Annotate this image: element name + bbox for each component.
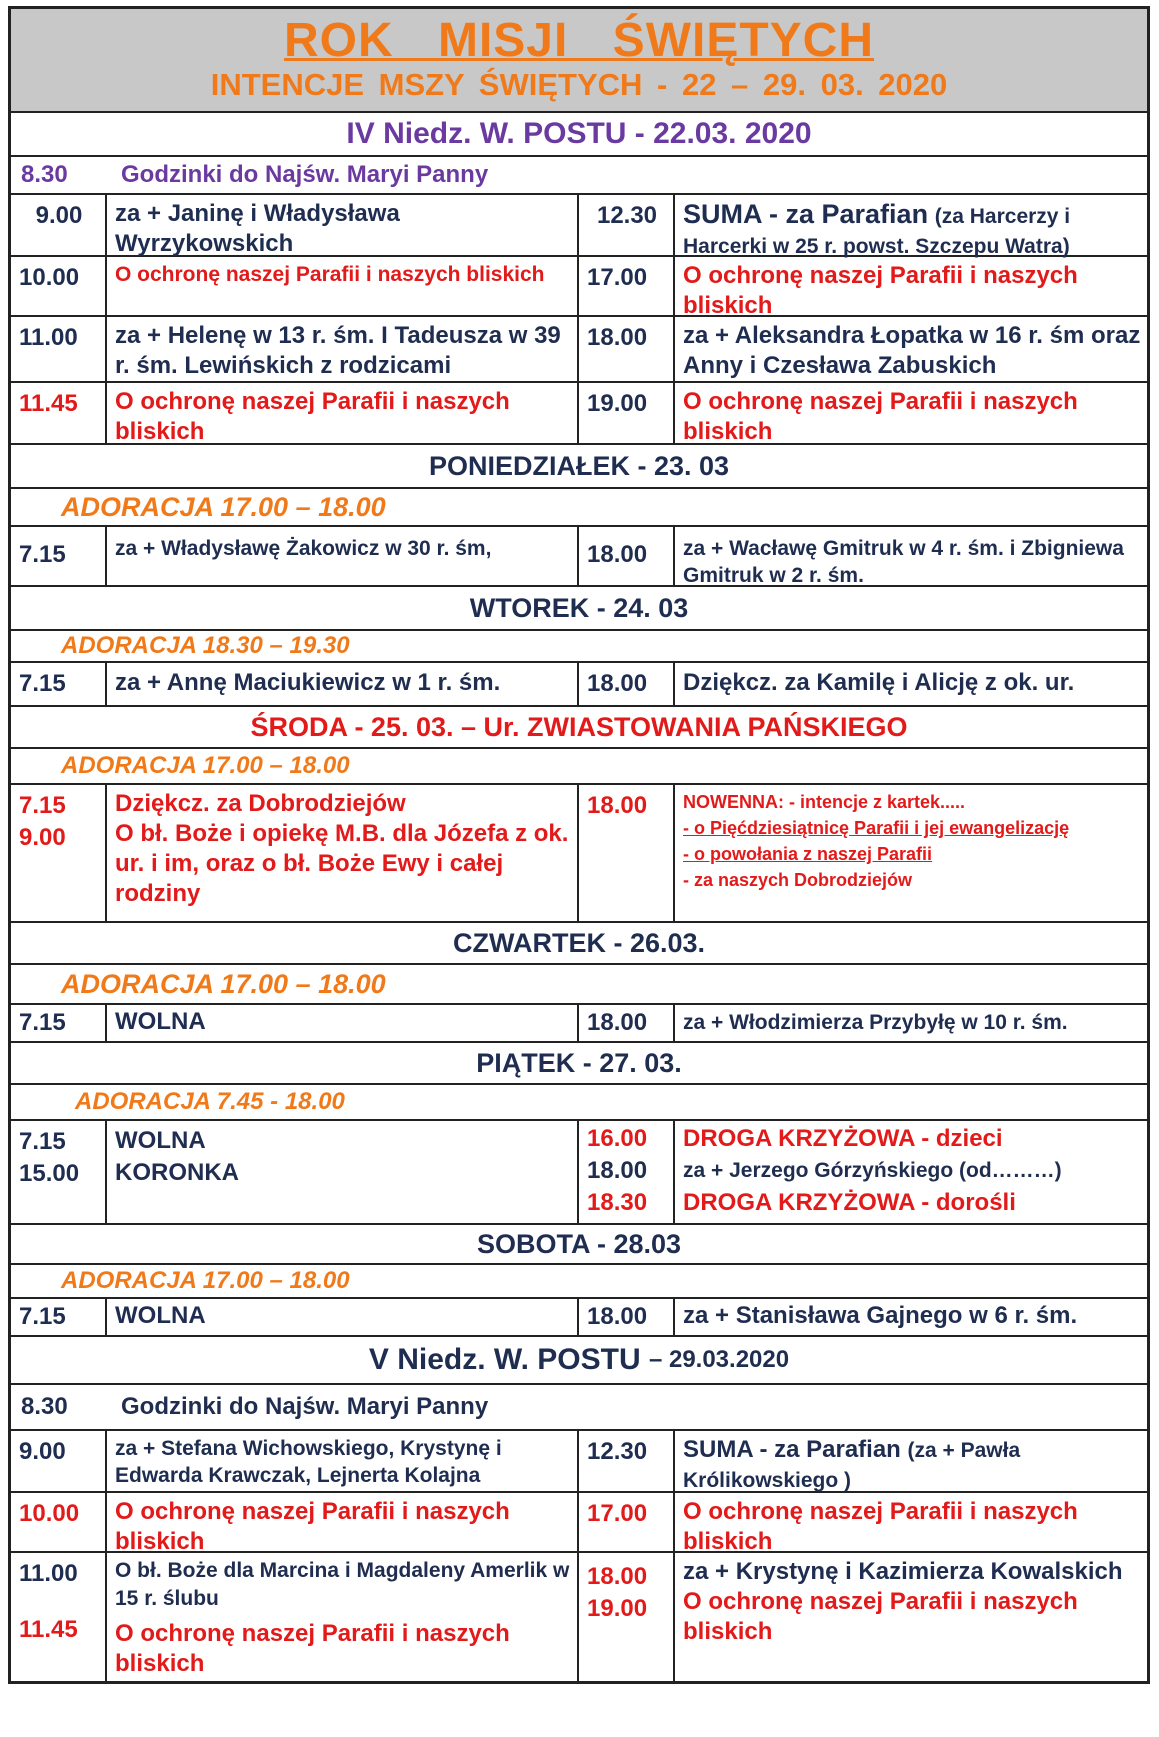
mass-row xyxy=(11,195,1147,257)
mass-intention: O bł. Boże i opiekę M.B. dla Józefa z ok. ur. i im, oraz o bł. Boże Ewy i całej rodziny xyxy=(115,820,569,907)
nowenna-list xyxy=(675,785,1147,921)
day-title-sunday-1: IV Niedz. W. POSTU - 22.03. 2020 xyxy=(11,113,1147,157)
mass-time: 18.00 xyxy=(579,785,675,921)
day-title-sunday-2: V Niedz. W. POSTU – 29.03.2020 xyxy=(11,1337,1147,1385)
mass-intention: WOLNA xyxy=(115,1302,206,1329)
mass-time: 10.00 xyxy=(11,1493,107,1551)
mass-row xyxy=(11,1553,1147,1681)
godzinki-text: Godzinki do Najśw. Maryi Panny xyxy=(121,1393,489,1420)
mass-time: 18.00 xyxy=(579,527,675,585)
mass-intention: za + Stanisława Gajnego w 6 r. śm. xyxy=(683,1302,1078,1329)
mass-intention: WOLNA xyxy=(115,1008,206,1035)
godzinki-time: 8.30 xyxy=(21,1393,68,1420)
header xyxy=(11,9,1147,113)
mass-intention: DROGA KRZYŻOWA - dorośli xyxy=(683,1189,1016,1216)
mass-row xyxy=(11,663,1147,707)
mass-time: 7.15 xyxy=(11,527,107,585)
mass-intention: Dziękcz. za Dobrodziejów xyxy=(115,790,406,817)
mass-time: 18.30 xyxy=(587,1189,648,1216)
day-title-tuesday: WTOREK - 24. 03 xyxy=(11,587,1147,631)
mass-intention: za + Krystynę i Kazimierza Kowalskich xyxy=(683,1558,1123,1585)
godzinki-text: Godzinki do Najśw. Maryi Panny xyxy=(121,161,489,188)
adoracja-wednesday: ADORACJA 17.00 – 18.00 xyxy=(11,749,1147,785)
mass-time: 17.00 xyxy=(579,257,675,315)
mass-time: 18.00 xyxy=(579,317,675,381)
nowenna-item: - za naszych Dobrodziejów xyxy=(683,870,913,890)
mass-row xyxy=(11,1493,1147,1553)
mass-intention: za + Stefana Wichowskiego, Krystynę i Edwarda Krawczak, Lejnerta Kolajna xyxy=(115,1437,502,1487)
mass-schedule-sheet xyxy=(8,6,1150,1684)
mass-time: 17.00 xyxy=(579,1493,675,1551)
adoracja-saturday: ADORACJA 17.00 – 18.00 xyxy=(11,1265,1147,1299)
mass-time: 18.00 xyxy=(579,1005,675,1041)
mass-intention: O bł. Boże dla Marcina i Magdaleny Amerlik w 15 r. ślubu xyxy=(115,1559,570,1610)
mass-time: 7.15 xyxy=(19,792,66,819)
mass-intention: SUMA - za Parafian (za Harcerzy i Harcerki w 25 r. powst. Szczepu Watra) xyxy=(683,199,1071,258)
mass-intention: O ochronę naszej Parafii i naszych bliskich xyxy=(115,388,510,445)
mass-time: 18.00 xyxy=(587,1157,648,1184)
mass-row xyxy=(11,383,1147,445)
mass-intention: za + Wacławę Gmitruk w 4 r. śm. i Zbigniewa Gmitruk w 2 r. śm. xyxy=(683,537,1124,587)
mass-intention: za + Annę Maciukiewicz w 1 r. śm. xyxy=(115,669,501,696)
nowenna-item: - o Pięćdziesiątnicę Parafii i jej ewangelizację xyxy=(683,818,1070,838)
mass-time: 11.45 xyxy=(19,1616,78,1643)
mass-intention: O ochronę naszej Parafii i naszych bliskich xyxy=(115,1498,510,1555)
adoracja-friday: ADORACJA 7.45 - 18.00 xyxy=(11,1085,1147,1121)
mass-row xyxy=(11,317,1147,383)
mass-time: 12.30 xyxy=(579,195,675,255)
mass-row xyxy=(11,1005,1147,1043)
mass-row xyxy=(11,785,1147,923)
mass-intention: SUMA - za Parafian (za + Pawła Królikowskiego ) xyxy=(683,1436,1021,1492)
mass-intention: O ochronę naszej Parafii i naszych bliskich xyxy=(683,262,1078,319)
mass-intention: za + Jerzego Górzyńskiego (od………) xyxy=(683,1159,1062,1182)
mass-row xyxy=(11,1121,1147,1225)
mass-time: 12.30 xyxy=(579,1431,675,1491)
adoracja-thursday: ADORACJA 17.00 – 18.00 xyxy=(11,965,1147,1005)
mass-intention: DROGA KRZYŻOWA - dzieci xyxy=(683,1125,1003,1152)
nowenna-item: NOWENNA: - intencje z kartek..... xyxy=(683,792,966,812)
mass-intention: Dziękcz. za Kamilę i Alicję z ok. ur. xyxy=(683,669,1075,696)
day-title-friday: PIĄTEK - 27. 03. xyxy=(11,1043,1147,1085)
adoracja-monday: ADORACJA 17.00 – 18.00 xyxy=(11,489,1147,527)
mass-time: 7.15 xyxy=(11,1005,107,1041)
mass-intention: za + Janinę i Władysława Wyrzykowskich xyxy=(115,200,400,257)
mass-time: 7.15 xyxy=(11,1299,107,1335)
mass-intention: za + Helenę w 13 r. śm. I Tadeusza w 39 r. śm. Lewińskich z rodzicami xyxy=(115,322,561,379)
mass-time: 9.00 xyxy=(11,195,107,255)
mass-intention: O ochronę naszej Parafii i naszych bliskich xyxy=(683,1588,1078,1645)
mass-time: 19.00 xyxy=(579,383,675,443)
mass-time: 16.00 xyxy=(587,1125,648,1152)
godzinki-row-2 xyxy=(11,1385,1147,1431)
mass-row xyxy=(11,1299,1147,1337)
godzinki-time: 8.30 xyxy=(21,161,68,188)
mass-row xyxy=(11,527,1147,587)
mass-intention: O ochronę naszej Parafii i naszych bliskich xyxy=(115,1620,510,1677)
mass-time: 18.00 xyxy=(587,1563,648,1590)
adoracja-tuesday: ADORACJA 18.30 – 19.30 xyxy=(11,631,1147,663)
day-title-wednesday: ŚRODA - 25. 03. – Ur. ZWIASTOWANIA PAŃSKIEGO xyxy=(11,707,1147,749)
mass-intention: za + Władysławę Żakowicz w 30 r. śm, xyxy=(115,537,492,560)
mass-time: 7.15 xyxy=(11,663,107,705)
mass-row xyxy=(11,1431,1147,1493)
mass-row xyxy=(11,257,1147,317)
mass-intention: za + Aleksandra Łopatka w 16 r. śm oraz Anny i Czesława Zabuskich xyxy=(683,322,1141,379)
mass-time: 11.45 xyxy=(11,383,107,443)
mass-time: 11.00 xyxy=(11,317,107,381)
day-title-monday: PONIEDZIAŁEK - 23. 03 xyxy=(11,445,1147,489)
mass-intention: WOLNA xyxy=(115,1127,206,1154)
mass-time: 9.00 xyxy=(11,1431,107,1491)
mass-time: 19.00 xyxy=(587,1595,648,1622)
mass-intention: O ochronę naszej Parafii i naszych bliskich xyxy=(683,388,1078,445)
mass-time: 15.00 xyxy=(19,1160,80,1187)
mass-time: 18.00 xyxy=(579,1299,675,1335)
day-title-thursday: CZWARTEK - 26.03. xyxy=(11,923,1147,965)
mass-time: 7.15 xyxy=(19,1128,66,1155)
godzinki-row-1 xyxy=(11,157,1147,195)
mass-intention: KORONKA xyxy=(115,1159,239,1186)
nowenna-item: - o powołania z naszej Parafii xyxy=(683,844,933,864)
page-title: ROK MISJI ŚWIĘTYCH xyxy=(283,14,875,67)
mass-time: 9.00 xyxy=(19,824,66,851)
day-title-saturday: SOBOTA - 28.03 xyxy=(11,1225,1147,1265)
mass-intention: za + Włodzimierza Przybyłę w 10 r. śm. xyxy=(683,1011,1068,1034)
mass-time: 11.00 xyxy=(19,1560,78,1587)
mass-time: 10.00 xyxy=(11,257,107,315)
mass-intention: O ochronę naszej Parafii i naszych bliskich xyxy=(115,263,545,286)
page-subtitle: INTENCJE MSZY ŚWIĘTYCH - 22 – 29. 03. 2020 xyxy=(210,67,948,102)
mass-time: 18.00 xyxy=(579,663,675,705)
mass-intention: O ochronę naszej Parafii i naszych bliskich xyxy=(683,1498,1078,1555)
